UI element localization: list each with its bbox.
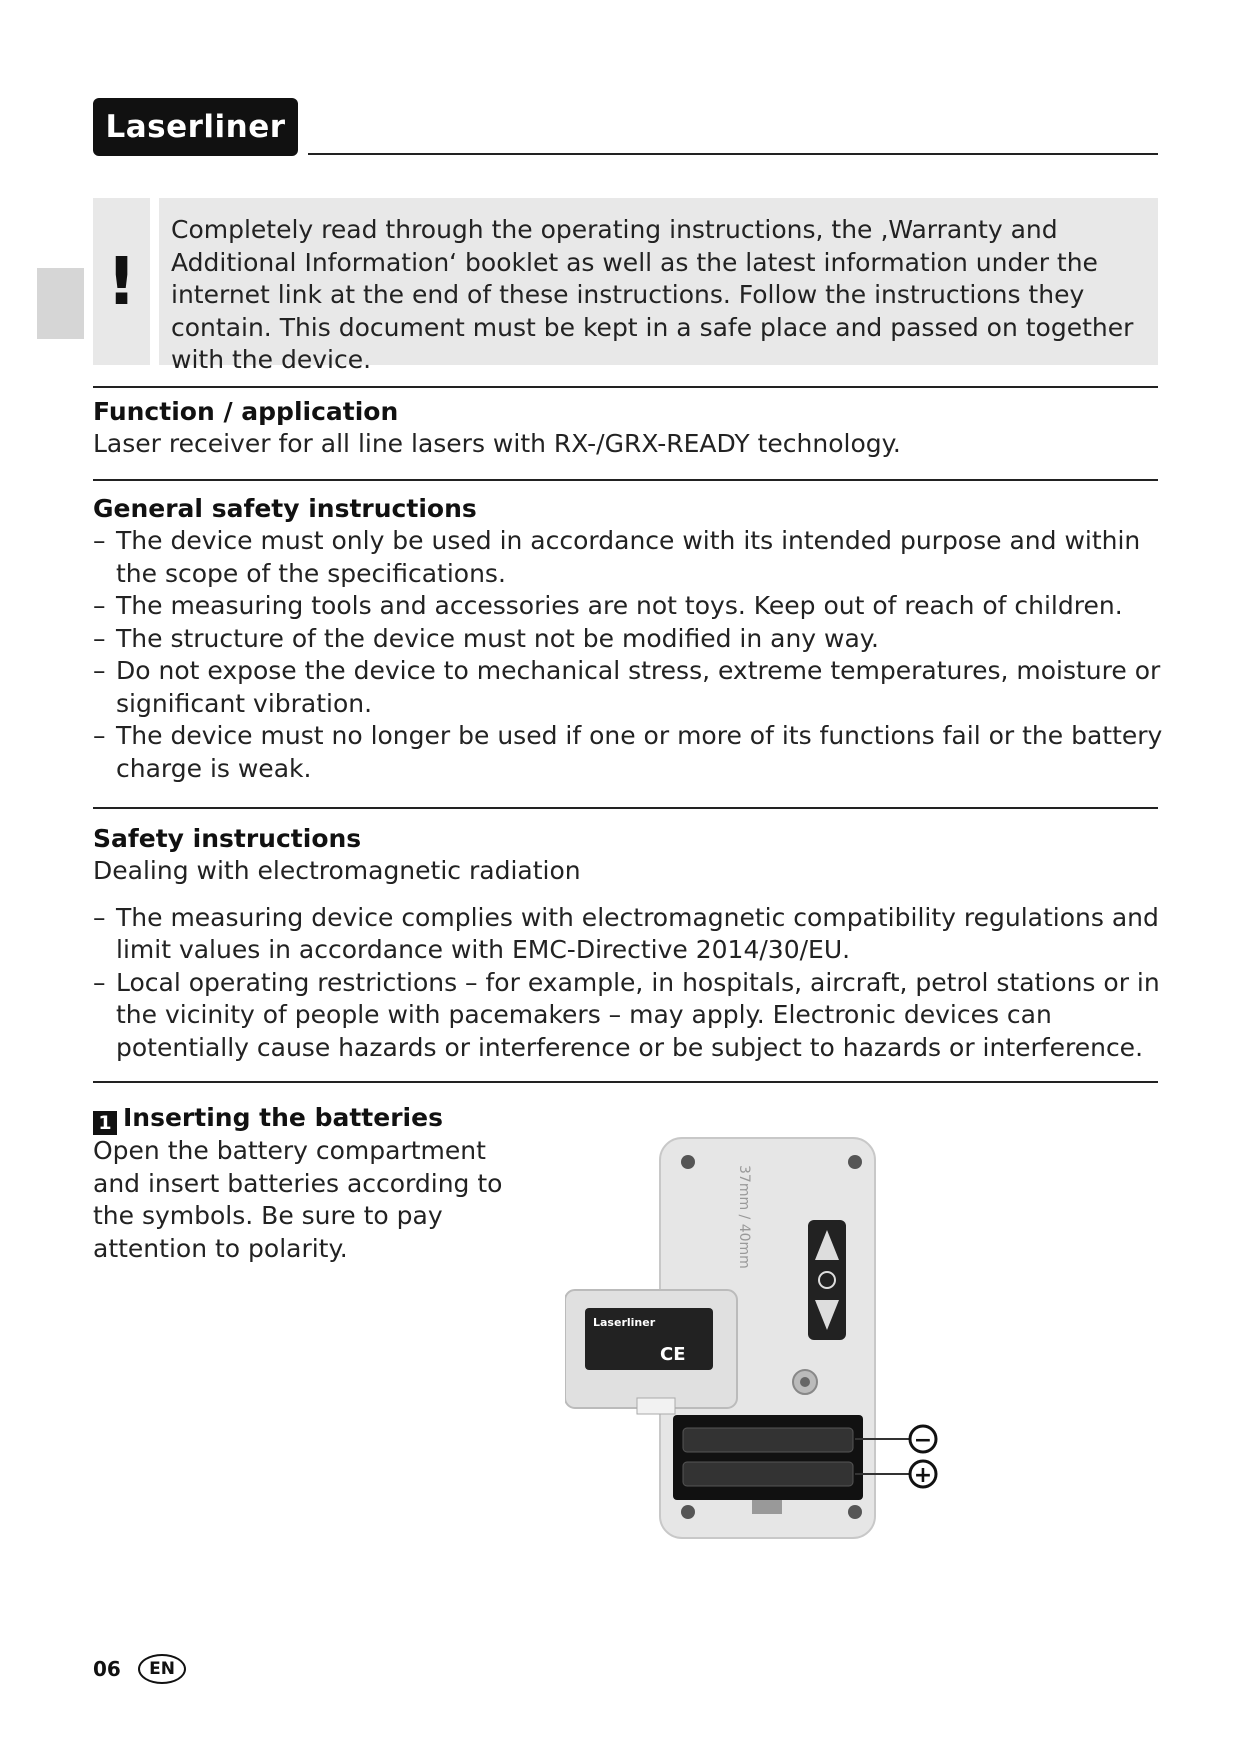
svg-text:−: − (913, 1428, 933, 1453)
screw-icon (681, 1155, 695, 1169)
side-scale-text: 37mm / 40mm (736, 1165, 752, 1269)
function-text: Laser receiver for all line lasers with RX-/GRX-READY technology. (93, 429, 901, 458)
function-heading: Function / application (93, 397, 399, 426)
warning-exclamation-icon: ! (93, 198, 150, 365)
list-item: – Local operating restrictions – for example, in hospitals, aircraft, petrol stations or in the vicinity of people with pacemakers – may apply. Electronic devices can potentially cause hazards or interference or be subject to hazards or interference. (93, 967, 1160, 1062)
ce-mark-text: CE (660, 1344, 686, 1365)
safety-heading: Safety instructions (93, 824, 362, 853)
section-divider (93, 807, 1158, 809)
section-divider (93, 1081, 1158, 1083)
side-tab-marker (37, 268, 84, 339)
list-item: – The device must only be used in accordance with its intended purpose and within the scope of the specifications. (93, 526, 1141, 588)
list-item: – The device must no longer be used if one or more of its functions fail or the battery charge is weak. (93, 721, 1163, 783)
brand-logo: Laserliner (93, 98, 298, 156)
function-section (93, 396, 1163, 461)
batteries-section (93, 1102, 533, 1265)
battery-bottom (683, 1462, 853, 1486)
general-safety-heading: General safety instructions (93, 494, 477, 523)
section-divider (93, 386, 1158, 388)
language-badge: EN (138, 1654, 186, 1684)
svg-text:+: + (913, 1463, 933, 1488)
safety-list (93, 902, 1163, 1065)
notice-box (159, 198, 1158, 374)
section-divider (93, 479, 1158, 481)
general-safety-section (93, 493, 1163, 785)
list-item: – The structure of the device must not be modified in any way. (93, 623, 879, 653)
batteries-heading: 1 Inserting the batteries (93, 1102, 533, 1135)
general-safety-list (93, 525, 1163, 785)
safety-subheading: Dealing with electromagnetic radiation (93, 856, 581, 885)
screw-icon (848, 1155, 862, 1169)
list-item: – The measuring tools and accessories are not toys. Keep out of reach of children. (93, 591, 1123, 620)
label-brand-text: Laserliner (593, 1316, 656, 1329)
notice-text: Completely read through the operating instructions, the ‚Warranty and Additional Information‘ booklet as well as the latest information under the internet link at the end of these instructions. Follow the instructions they contain. This document must be kept in a safe place and passed on together with the device. (171, 215, 1134, 374)
list-item: – The measuring device complies with electromagnetic compatibility regulations and limit values in accordance with EMC-Directive 2014/30/EU. (93, 902, 1159, 964)
header-rule (308, 153, 1158, 155)
page-number: 06 (93, 1657, 121, 1681)
screw-icon (681, 1505, 695, 1519)
battery-compartment-figure (565, 1130, 975, 1550)
battery-top (683, 1428, 853, 1452)
screw-icon (848, 1505, 862, 1519)
batteries-text: Open the battery compartment and insert batteries according to the symbols. Be sure to pay attention to polarity. (93, 1136, 503, 1263)
list-item: – Do not expose the device to mechanical stress, extreme temperatures, moisture or significant vibration. (93, 656, 1161, 718)
figure-number-badge: 1 (93, 1111, 117, 1135)
safety-section (93, 823, 1163, 1064)
